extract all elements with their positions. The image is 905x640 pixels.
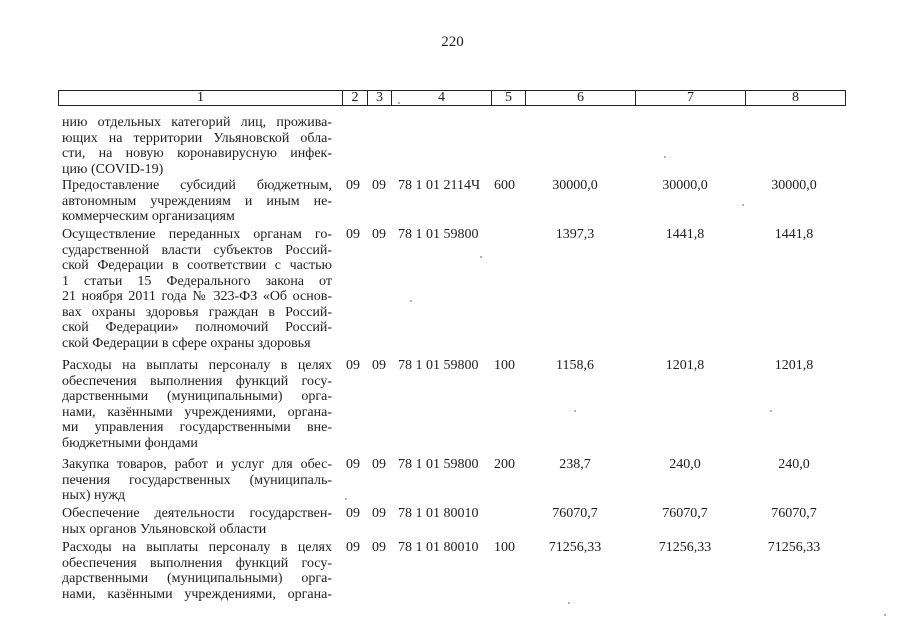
amount-col-6: 30000,0: [552, 178, 598, 193]
header-col-1: 1: [197, 90, 204, 105]
expense-type-code: 600: [494, 178, 515, 193]
target-article-code: 78 1 01 59800: [398, 358, 479, 373]
amount-col-7: 240,0: [669, 457, 701, 472]
scan-speck: [410, 300, 412, 302]
header-col-6: 6: [525, 91, 635, 105]
row-description: [62, 540, 332, 602]
description-line: ми управления государственными вне-: [62, 420, 332, 435]
description-line: автономным учреждениям и иным не-: [62, 193, 332, 209]
header-col-5: 5: [491, 91, 525, 105]
target-article-code: 78 1 01 2114Ч: [398, 178, 481, 193]
description-line: Расходы на выплаты персоналу в целях: [62, 540, 332, 555]
amount-col-8: 30000,0: [771, 178, 817, 193]
amount-col-6: 1158,6: [556, 358, 594, 373]
description-line: нами, казёнными учреждениями, органа-: [62, 586, 332, 602]
description-line: 1 статьи 15 Федерального закона от: [62, 273, 332, 289]
header-col-2: 2: [342, 91, 367, 105]
amount-col-7: 30000,0: [662, 178, 708, 193]
header-col-7: 7: [635, 91, 745, 105]
scan-speck: [770, 410, 772, 412]
header-col-8: 8: [745, 91, 845, 105]
scan-speck: [568, 602, 570, 604]
amount-col-7: 71256,33: [658, 540, 712, 555]
description-line: Закупка товаров, работ и услуг для обес-: [62, 457, 332, 472]
row-description: [62, 457, 332, 504]
description-line: ской Федерации в сфере охраны здоровья: [62, 335, 311, 351]
description-line: сти, на новую коронавирусную инфек-: [62, 146, 332, 161]
amount-col-6: 71256,33: [548, 540, 602, 555]
description-line: обеспечения выполнения функций госу-: [62, 555, 332, 571]
scan-speck: [884, 614, 886, 616]
row-description: [62, 115, 332, 177]
section-code: 09: [346, 540, 360, 555]
target-article-code: 78 1 01 59800: [398, 227, 479, 242]
description-line: коммерческим организациям: [62, 209, 235, 224]
section-code: 09: [346, 506, 360, 521]
scan-speck: [480, 256, 482, 258]
scan-speck: [574, 410, 576, 412]
description-line: цию (COVID-19): [62, 161, 164, 177]
subsection-code: 09: [372, 540, 386, 555]
header-col-3: 3: [367, 91, 391, 105]
expense-type-code: 100: [494, 358, 515, 373]
amount-col-7: 1441,8: [665, 227, 705, 242]
section-code: 09: [346, 358, 360, 373]
description-line: ской Федерации» полномочий Россий-: [62, 320, 332, 335]
section-code: 09: [346, 178, 360, 193]
target-article-code: 78 1 01 80010: [398, 506, 479, 521]
target-article-code: 78 1 01 59800: [398, 457, 479, 472]
table-header: [58, 90, 846, 106]
section-code: 09: [346, 227, 360, 242]
scan-speck: [742, 204, 744, 206]
subsection-code: 09: [372, 227, 386, 242]
amount-col-8: 240,0: [778, 457, 810, 472]
row-description: [62, 227, 332, 351]
amount-col-7: 76070,7: [662, 506, 708, 521]
row-description: [62, 358, 332, 451]
amount-col-6: 1397,3: [555, 227, 595, 242]
subsection-code: 09: [372, 178, 386, 193]
description-line: Обеспечение деятельности государствен-: [62, 506, 332, 521]
description-line: Расходы на выплаты персоналу в целях: [62, 358, 332, 373]
amount-col-8: 71256,33: [767, 540, 821, 555]
scan-speck: [398, 102, 400, 104]
amount-col-8: 1201,8: [774, 358, 814, 373]
amount-col-8: 76070,7: [771, 506, 817, 521]
description-line: сударственной власти субъектов Россий-: [62, 242, 332, 258]
description-line: обеспечения выполнения функций госу-: [62, 373, 332, 389]
subsection-code: 09: [372, 457, 386, 472]
description-line: нами, казёнными учреждениями, органа-: [62, 404, 332, 420]
description-line: Предоставление субсидий бюджетным,: [62, 178, 332, 193]
description-line: ных) нужд: [62, 488, 126, 503]
description-line: дарственными (муниципальными) орга-: [62, 571, 332, 586]
description-line: дарственными (муниципальными) орга-: [62, 389, 332, 404]
amount-col-6: 76070,7: [552, 506, 598, 521]
expense-type-code: 100: [494, 540, 515, 555]
scan-speck: [345, 498, 347, 500]
amount-col-7: 1201,8: [665, 358, 705, 373]
amount-col-6: 238,7: [559, 457, 591, 472]
subsection-code: 09: [372, 506, 386, 521]
expense-type-code: 200: [494, 457, 515, 472]
description-line: Осуществление переданных органам го-: [62, 227, 332, 242]
description-line: вах охраны здоровья граждан в Россий-: [62, 304, 332, 320]
description-line: ных органов Ульяновской области: [62, 521, 267, 537]
description-line: бюджетными фондами: [62, 435, 198, 451]
header-col-4: 4: [391, 91, 491, 105]
row-description: [62, 178, 332, 225]
description-line: нию отдельных категорий лиц, прожива-: [62, 115, 332, 130]
scan-speck: [664, 156, 666, 158]
description-line: ющих на территории Ульяновской обла-: [62, 130, 332, 146]
section-code: 09: [346, 457, 360, 472]
description-line: печения государственных (муниципаль-: [62, 472, 332, 488]
row-description: [62, 506, 332, 537]
description-line: ской Федерации в соответствии с частью: [62, 258, 332, 273]
page-number: 220: [441, 34, 464, 50]
description-line: 21 ноября 2011 года № 323-ФЗ «Об основ-: [62, 289, 332, 304]
target-article-code: 78 1 01 80010: [398, 540, 479, 555]
amount-col-8: 1441,8: [774, 227, 814, 242]
subsection-code: 09: [372, 358, 386, 373]
